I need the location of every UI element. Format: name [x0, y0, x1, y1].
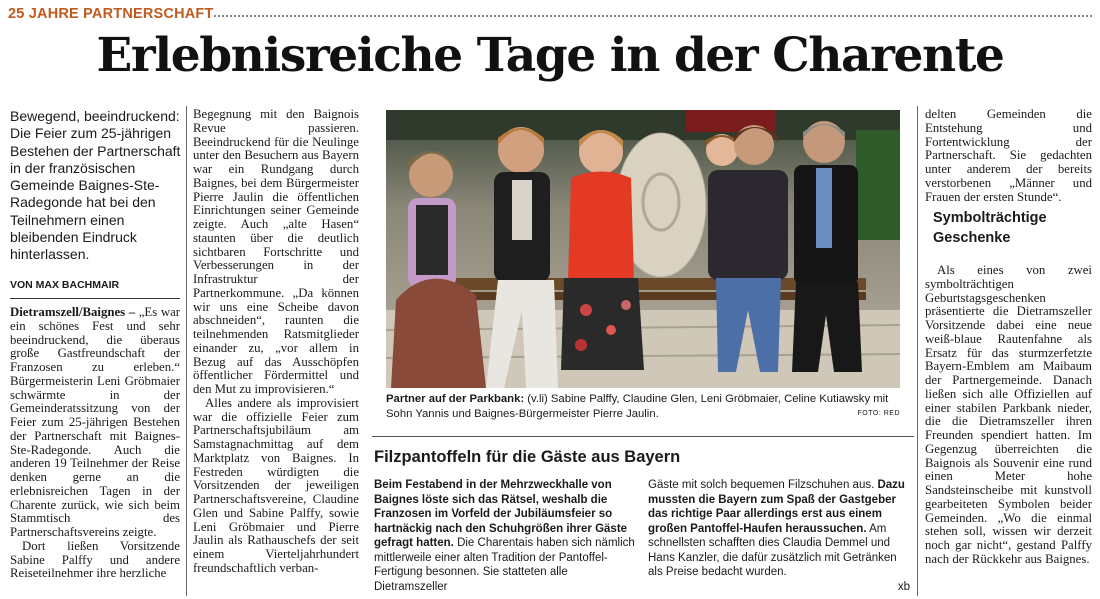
lead-paragraph: Bewegend, beeindruckend: Die Feier zum 25-jährigen Bestehen der Partnerschaft in der französischen Gemeinde Baignes-Ste-Radegonde hat bei den Teilnehmern einen bleibenden Eindruck hinterlassen. — [10, 108, 181, 263]
headline: Erlebnisreiche Tage in der Charente — [96, 28, 1004, 83]
byline: VON MAX BACHMAIR — [10, 279, 120, 291]
dateline: Dietramszell/Baignes – — [10, 306, 136, 319]
column-2 — [193, 108, 359, 596]
group-photo — [386, 110, 900, 388]
column-1 — [10, 306, 180, 596]
column-1-paragraph-2: Dort ließen Vorsitzende Sabine Palffy und andere Reiseteilnehmer ihre herzliche — [10, 538, 180, 581]
column-4-bottom — [925, 264, 1092, 598]
kicker-dotted-rule — [214, 15, 1092, 17]
box-column-2-text-1: Gäste mit solch bequemen Filzschuhen aus. — [648, 479, 878, 491]
column-4-paragraph-1: delten Gemeinden die Entstehung und Fortentwicklung der Partnerschaft. Sie gedachten unter anderem der bereits verstorbenen „Männer und Frauen der ersten Stunde“. — [925, 107, 1092, 204]
box-column-1-text: Die Charentais haben sich nämlich mittlerweile einer alten Tradition der Pantoffel-Fertigung besonnen. Sie statteten alle Dietramszeller — [374, 537, 635, 593]
photo-caption — [386, 392, 900, 421]
photo-credit: FOTO: RED — [857, 409, 900, 417]
box-top-rule — [372, 436, 914, 437]
box-column-2-bold: Dazu mussten die Bayern zum Spaß der Gastgeber das richtige Paar allerdings erst aus einem großen Pantoffel-Haufen heraussuchen. — [648, 479, 905, 535]
caption-text: (v.li) Sabine Palffy, Claudine Glen, Leni Gröbmaier, Celine Kutiawsky mit Sohn Yannis und Baignes-Bürgermeister Pierre Jaulin. — [386, 393, 889, 420]
box-column-1 — [374, 478, 638, 594]
group-photo-illustration — [386, 110, 900, 388]
box-column-1-bold: Beim Festabend in der Mehrzweckhalle von Baignes löste sich das Rätsel, weshalb die Franzosen im Vorfeld der Jubiläumsfeier so hartnäckig nach den Schuhgrößen ihrer Gäste gefragt hatten. — [374, 479, 628, 549]
subheading: Symbolträchtige Geschenke — [933, 210, 1047, 246]
column-divider-right — [917, 106, 918, 596]
column-4-top — [925, 108, 1092, 204]
caption-title: Partner auf der Parkbank: — [386, 393, 525, 405]
section-kicker: 25 JAHRE PARTNERSCHAFT — [8, 6, 214, 22]
column-1-paragraph-1: „Es war ein schönes Fest und sehr beeindruckend, die überaus große Gastfreundschaft der Franzosen zu erleben.“ Bürgermeisterin Leni Gröbmaier schwärmte in der Gemeinderatssitzung von der Feier zum 25-jährigen Bestehen der Partnerschaft mit Baignes-Ste-Radegonde. Auch die anderen 19 Teilnehmer der Reise denken gerne an die erlebnisreichen Tagen in der Charente zurück, wie sich beim Stammtisch des Partnerschaftsvereins zeigte. — [10, 306, 180, 539]
byline-rule — [10, 298, 180, 299]
box-column-2 — [648, 478, 910, 594]
box-headline: Filzpantoffeln für die Gäste aus Bayern — [374, 448, 681, 466]
column-2-paragraph-2: Alles andere als improvisiert war die offizielle Feier zum Partnerschaftsjubiläum am Samstagnachmittag auf dem Marktplatz von Baignes. In Festreden würdigten die Vorsitzenden der jeweiligen Partnerschaftsvereine, Claudine Glen und Sabine Palffy, sowie Leni Gröbmaier und Pierre Jaulin als Rathauschefs der seit einem Vierteljahrhundert freundschaftlich verban- — [193, 395, 359, 575]
column-divider — [186, 106, 187, 596]
column-4-paragraph-2: Als eines von zwei symbolträchtigen Geburtstagsgeschenken präsentierte die Dietramszeller Vorsitzende dabei eine neue weiß-blaue Rautenfahne als Ersatz für das sturmzerfetzte Bayern-Emblem am Maibaum der Partnergemeinde. Danach ließen sich alle Offiziellen auf einer stabilen Parkbank nieder, die die Dietramszeller ihren Freunden spendiert hatten. Im Gegenzug überreichten die Baignois als Souvenir eine rund einen Meter hohe Sandsteinscheibe mit kunstvoll gearbeiteten Symbolen beider Gemeinden. „Wo die einmal stehen soll, wissen wir derzeit noch gar nicht“, gestand Palffy nach der Rückkehr aus Baignes. — [925, 264, 1092, 566]
column-2-paragraph-1: Begegnung mit den Baignois Revue passieren. Beeindruckend für die Neulinge unter den Besuchern aus Bayern war ein Rundgang durch Baignes, bei dem Bürgermeister Pierre Jaulin die öffentlichen Einrichtungen seiner Gemeinde zeigte. Auch „alte Hasen“ staunten über die deutlich sichtbaren Fortschritte und Verbesserungen in der Infrastruktur der Partnerkommune. „Da können wir uns eine Scheibe davon abschneiden“, raunten die teilnehmenden Ratsmitglieder einander zu, „vor allem in Bezug auf das Ausschöpfen öffentlicher Fördermittel und den Mut zu improvisieren.“ — [193, 108, 359, 396]
box-column-2-text-2: Am schnellsten schafften dies Claudia Demmel und Hans Kanzler, die dafür zusätzlich mit Getränken als Preise bedacht wurden. — [648, 522, 897, 578]
box-signature: xb — [897, 580, 910, 593]
